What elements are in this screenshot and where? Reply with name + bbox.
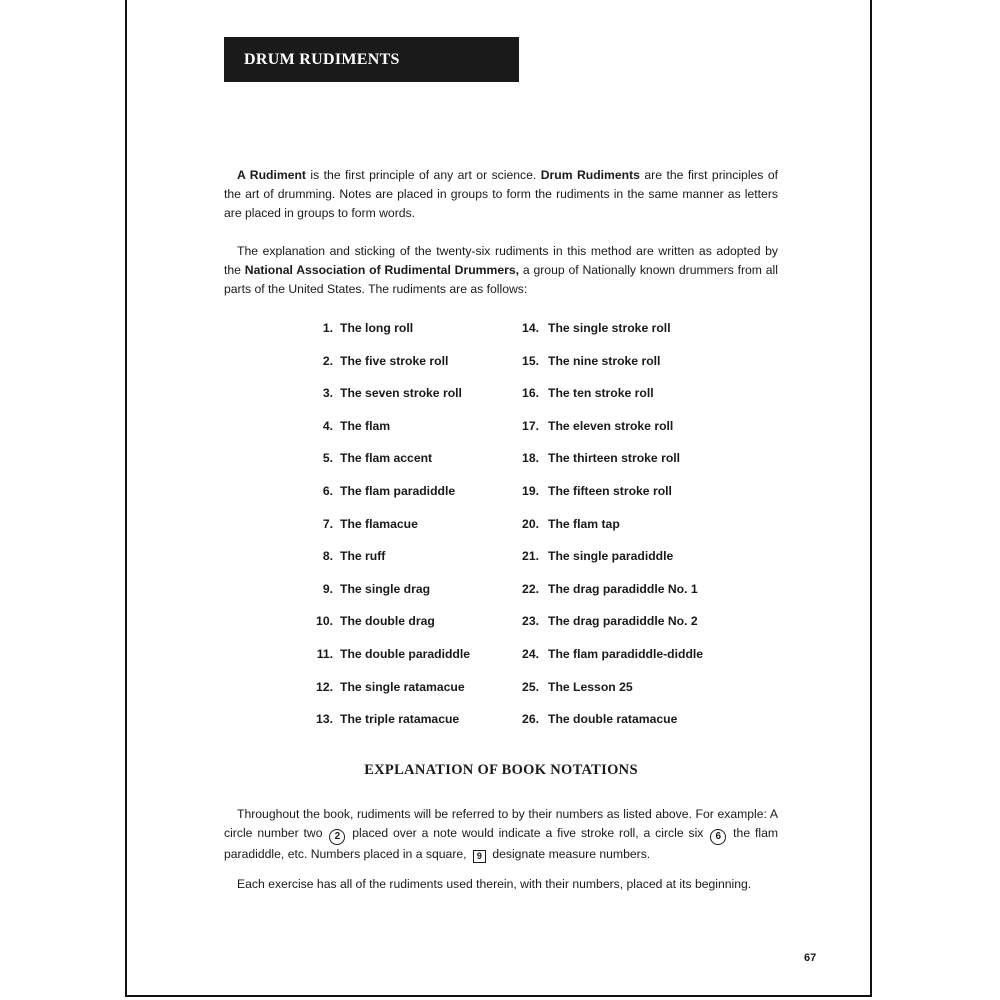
intro-paragraph-2 — [224, 242, 778, 299]
rudiment-name: The ruff — [340, 549, 386, 564]
rudiment-number: 9. — [322, 581, 333, 596]
rudiment-number: 19. — [522, 483, 539, 498]
rudiment-number: 2. — [322, 353, 333, 368]
intro-text-2a: The explanation and sticking of the twenty-six rudiments in this method are written as adopted by the — [224, 244, 778, 277]
rudiment-number: 26. — [522, 712, 539, 727]
section-title-notations: EXPLANATION OF BOOK NOTATIONS — [364, 762, 638, 778]
rudiment-item — [300, 319, 500, 352]
term-drum-rudiments: Drum Rudiments — [540, 168, 640, 182]
rudiment-number: 13. — [316, 712, 333, 727]
rudiment-name: The seven stroke roll — [340, 386, 462, 401]
notations-text-b: placed over a note would indicate a five stroke roll, a circle six — [347, 826, 709, 840]
rudiment-name: The single paradiddle — [548, 549, 674, 564]
notations-text-a: Throughout the book, rudiments will be referred to by their numbers as listed above. For example: A circle number two — [224, 807, 778, 840]
rudiment-name: The eleven stroke roll — [548, 418, 674, 433]
rudiment-name: The flam paradiddle-diddle — [548, 646, 704, 661]
rudiment-name: The flam accent — [340, 451, 433, 466]
rudiment-item — [508, 384, 708, 417]
rudiment-number: 1. — [322, 321, 333, 335]
rudiment-name: The five stroke roll — [340, 353, 449, 368]
rudiment-number: 10. — [316, 614, 333, 629]
circle-number-two: 2 — [329, 829, 345, 845]
rudiment-number: 11. — [316, 646, 333, 661]
rudiment-number: 12. — [316, 679, 333, 694]
rudiment-list-right — [508, 319, 708, 743]
rudiment-number: 15. — [522, 353, 539, 368]
notations-text-c: the flam paradiddle, etc. Numbers placed in a square, — [224, 826, 778, 861]
rudiment-number: 22. — [522, 581, 539, 596]
rudiment-item — [508, 449, 708, 482]
rudiment-item — [508, 580, 708, 613]
rudiment-name: The single drag — [340, 581, 431, 596]
rudiment-item — [508, 678, 708, 711]
term-narD: National Association of Rudimental Drummers, — [244, 263, 520, 277]
rudiment-list-left — [300, 319, 500, 743]
rudiment-number: 7. — [322, 516, 333, 531]
rudiment-number: 8. — [322, 549, 333, 564]
rudiment-number: 14. — [522, 321, 539, 335]
rudiment-name: The double drag — [340, 614, 435, 629]
circle-number-six: 6 — [710, 829, 726, 845]
rudiment-name: The fifteen stroke roll — [548, 483, 672, 498]
rudiment-item — [508, 417, 708, 450]
rudiment-item — [300, 645, 500, 678]
rudiment-item — [508, 645, 708, 678]
rudiment-item — [300, 612, 500, 645]
rudiment-number: 24. — [522, 646, 539, 661]
rudiment-name: The long roll — [340, 321, 414, 335]
rudiment-name: The drag paradiddle No. 2 — [548, 614, 698, 629]
intro-text-2b: a group of Nationally known drummers from all parts of the United States. The rudiments are as follows: — [224, 263, 778, 296]
rudiment-number: 25. — [522, 679, 539, 694]
rudiment-number: 21. — [522, 549, 539, 564]
rudiment-number: 5. — [322, 451, 333, 466]
rudiment-name: The flam paradiddle — [340, 483, 456, 498]
notations-text-e: Each exercise has all of the rudiments used therein, with their numbers, placed at its beginning. — [237, 877, 752, 891]
intro-text-1a: is the first principle of any art or science. — [305, 168, 541, 182]
rudiment-name: The flamacue — [340, 516, 418, 531]
rudiment-number: 20. — [522, 516, 539, 531]
intro-text-1b: are the first principles of the art of drumming. Notes are placed in groups to form the rudiments in the same manner as letters are placed in groups to form words. — [224, 168, 778, 220]
rudiment-item — [508, 482, 708, 515]
rudiment-item — [300, 417, 500, 450]
rudiment-item — [300, 515, 500, 548]
page-number: 67 — [804, 952, 817, 964]
rudiment-item — [508, 319, 708, 352]
rudiment-item — [300, 352, 500, 385]
rudiment-name: The thirteen stroke roll — [548, 451, 681, 466]
rudiment-item — [300, 547, 500, 580]
rudiment-item — [300, 482, 500, 515]
rudiment-name: The nine stroke roll — [548, 353, 661, 368]
notations-paragraph-1 — [224, 805, 778, 864]
square-measure-number: 9 — [473, 850, 486, 863]
rudiment-name: The drag paradiddle No. 1 — [548, 581, 698, 596]
rudiment-item — [300, 384, 500, 417]
rudiment-item — [508, 710, 708, 743]
rudiment-item — [508, 547, 708, 580]
rudiment-name: The flam — [340, 418, 391, 433]
rudiment-number: 3. — [322, 386, 333, 401]
rudiment-item — [300, 580, 500, 613]
rudiment-number: 4. — [322, 418, 333, 433]
term-rudiment: A Rudiment — [237, 168, 306, 182]
notations-paragraph-2 — [224, 875, 778, 894]
rudiment-item — [508, 612, 708, 645]
rudiment-name: The flam tap — [548, 516, 620, 531]
rudiment-number: 23. — [522, 614, 539, 629]
rudiment-name: The Lesson 25 — [548, 679, 633, 694]
rudiment-item — [508, 515, 708, 548]
rudiment-item — [300, 449, 500, 482]
notations-text-d: designate measure numbers. — [488, 847, 651, 861]
rudiment-name: The single ratamacue — [340, 679, 465, 694]
rudiment-number: 6. — [322, 483, 333, 498]
rudiment-number: 16. — [522, 386, 539, 401]
page-title-banner: DRUM RUDIMENTS — [224, 37, 519, 82]
rudiment-name: The double ratamacue — [548, 712, 678, 727]
rudiment-name: The ten stroke roll — [548, 386, 654, 401]
rudiment-item — [300, 710, 500, 743]
rudiment-number: 17. — [522, 418, 539, 433]
rudiment-name: The single stroke roll — [548, 321, 671, 335]
rudiment-name: The double paradiddle — [340, 646, 471, 661]
rudiment-item — [300, 678, 500, 711]
rudiment-name: The triple ratamacue — [340, 712, 460, 727]
rudiment-item — [508, 352, 708, 385]
rudiment-number: 18. — [522, 451, 539, 466]
intro-paragraph-1 — [224, 166, 778, 223]
